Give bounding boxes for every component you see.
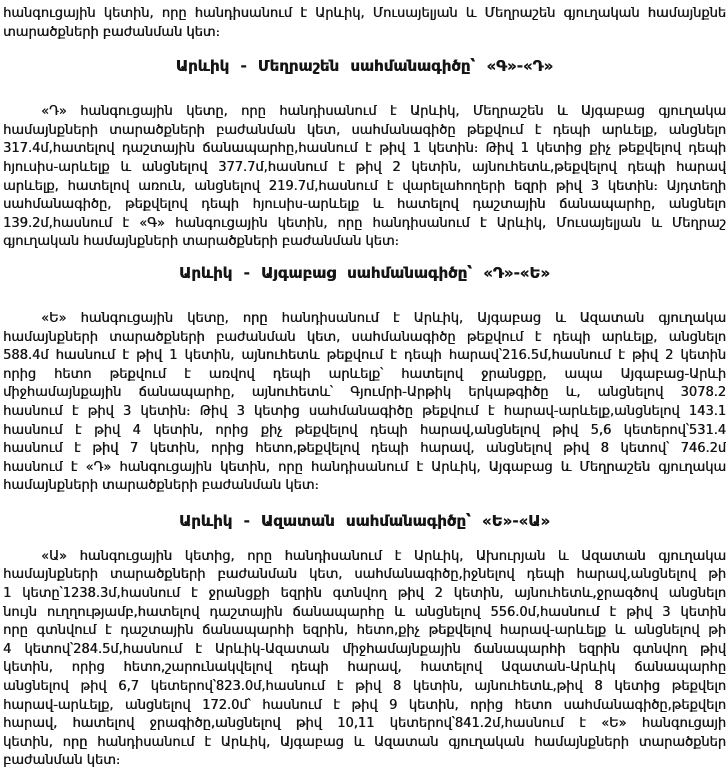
- text-line: համայնքների տարածքների բաժանման կետ, սահմանագիծը թեքվում է դեպի արևելք, անցնելո: [3, 329, 726, 345]
- text-line: հյուսիս-արևելք և անցնելով 377.7մ,հասնում է թիվ 2 կետին, այնուհետև,թեքվելով դեպի հարավ: [3, 159, 726, 175]
- text-line: հանգուցային կետին, որը հանդիսանում է Արևիկ, Մուսայելյան և Մեղրաշեն գյուղական համայնքնե: [3, 6, 726, 21]
- text-line: գյուղական համայնքների տարածքների բաժանման կետ։: [3, 234, 399, 250]
- text-line: կետին, որից հետո,շարունակվելով դեպի հարավ, հատելով Ազատան-Արևիկ ճանապարհը: [3, 660, 726, 676]
- text-line: 1 կետը՝1238.3մ,հասնում է ջրանցքի եզրին գտնվող թիվ 2 կետին, այնուհետև,ջրագծով անցնելո: [3, 586, 726, 602]
- text-line: որը գտնվում է դաշտային ճանապարհի եզրին, հետո,քիչ թեքվելով հարավ-արևելք և անցնելով թի: [3, 623, 726, 639]
- text-line: 139.2մ,հասնում է «Գ» հանգուցային կետին, որը հանդիսանում է Արևիկ, Մուսայելյան և Մեղրաշ: [3, 215, 726, 231]
- text-line: «Ա» հանգուցային կետից, որը հանդիսանում է Արևիկ, Ախուրյան և Ազատան գյուղակա: [41, 548, 726, 564]
- text-line: հարավ, հատելով ջրագիծը,անցնելով թիվ 10,11 կետերով՝841.2մ,հասնում է «Ե» հանգուցայի: [3, 716, 726, 732]
- paragraph-arevik-meghrashen: [3, 103, 726, 252]
- text-line: սահմանագիծը, թեքվելով դեպի հյուսիս-արևելք և հատելով դաշտային ճանապարհը, անցնելո: [3, 197, 726, 213]
- paragraph-arevik-aygabats: [3, 310, 726, 496]
- text-line: տարածքների բաժանման կետ։: [3, 24, 220, 40]
- text-line: հարավ-արևելք, անցնելով 172.0մ՝ հասնում է թիվ 9 կետին, որից հետո սահմանագիծը,թեքվելո: [3, 697, 726, 713]
- text-line: 588.4մ հասնում է թիվ 1 կետին, այնուհետև թեքվում է դեպի հարավ՝216.5մ,հասնում է թիվ 2 կետին: [3, 348, 726, 364]
- text-line: «Դ» հանգուցային կետը, որը հանդիսանում է Արևիկ, Մեղրաշեն և Այգաբաց գյուղակա: [41, 104, 726, 120]
- text-line: «Ե» հանգուցային կետը, որը հանդիսանում է Արևիկ, Այգաբաց և Ազատան գյուղակա: [41, 310, 726, 326]
- text-line: 4 կետով՝284.5մ,հասնում է Արևիկ-Ազատան միջհամայնքային ճանապարհի եզրին գտնվող թիվ: [3, 641, 726, 657]
- text-line: համայնքների տարածքների բաժանման կետ, սահմանագիծը,իջնելով դեպի հարավ,անցնելով թի: [3, 567, 726, 583]
- text-line: հասնում է թիվ 7 կետին, որից հետո,թեքվելով դեպի հարավ, անցնելով թիվ 8 կետով՝ 746.2մ: [3, 441, 726, 457]
- text-line: հասնում է «Դ» հանգուցային կետին, որը հանդիսանում է Արևիկ, Այգաբաց և Մեղրաշեն գյուղակա: [3, 459, 726, 475]
- text-line: հասնում է թիվ 4 կետին, որից քիչ թեքվելով դեպի հարավ,անցնելով թիվ 5,6 կետերով՝531.4: [3, 422, 726, 438]
- text-line: հասնում է թիվ 3 կետին։ Թիվ 3 կետից սահմանագիծը թեքվում է հարավ-արևելք,անցնելով 143.1: [3, 403, 726, 419]
- text-line: համայնքների տարածքների բաժանման կետ, սահմանագիծը թեքվում է դեպի արևելք, անցնելո: [3, 122, 726, 138]
- section-heading-arevik-aygabats: Արևիկ - Այգաբաց սահմանագիծը՝ «Դ»-«Ե»: [179, 263, 550, 282]
- text-line: կետին, որը հանդիսանում է Արևիկ, Այգաբաց և Ազատան գյուղական համայնքների տարածքներ: [3, 734, 726, 750]
- section-heading-arevik-azatan: Արևիկ - Ազատան սահմանագիծը՝ «Ե»-«Ա»: [178, 511, 551, 530]
- text-line: 317.4մ,հատելով դաշտային ճանապարհը,հասնում է թիվ 1 կետին։ Թիվ 1 կետից քիչ թեքվելով դեպի: [3, 141, 726, 157]
- text-line: բաժանման կետ։: [3, 753, 121, 769]
- text-line: համայնքների տարածքների բաժանման կետ։: [3, 478, 319, 494]
- text-line: արևելք, հատելով առուն, անցնելով 219.7մ,հասնում է վարելահողերի եզրի թիվ 3 կետին։ Այդտեղի: [3, 178, 726, 194]
- text-line: միջհամայնքային ճանապարհը, այնուհետև՝ Գյումրի-Արթիկ երկաթգիծը և, անցնելով 3078.2: [3, 385, 726, 401]
- section-heading-arevik-meghrashen: Արևիկ - Մեղրաշեն սահմանագիծը՝ «Գ»-«Դ»: [175, 57, 554, 76]
- intro-paragraph: [3, 5, 726, 42]
- text-line: նույն ուղղությամբ,հատելով դաշտային ճանապարհը և անցնելով 556.0մ,հասնում է թիվ 3 կետին: [3, 604, 726, 620]
- paragraph-arevik-azatan: [3, 548, 726, 771]
- text-line: որից հետո թեքվում է առվով դեպի արևելք՝ հատելով ջրանցքը, ապա Այգաբաց-Արևի: [3, 366, 726, 382]
- text-line: անցնելով թիվ 6,7 կետերով՝823.0մ,հասնում է թիվ 8 կետին, այնուհետև,թիվ 8 կետից թեքվելո: [3, 679, 726, 695]
